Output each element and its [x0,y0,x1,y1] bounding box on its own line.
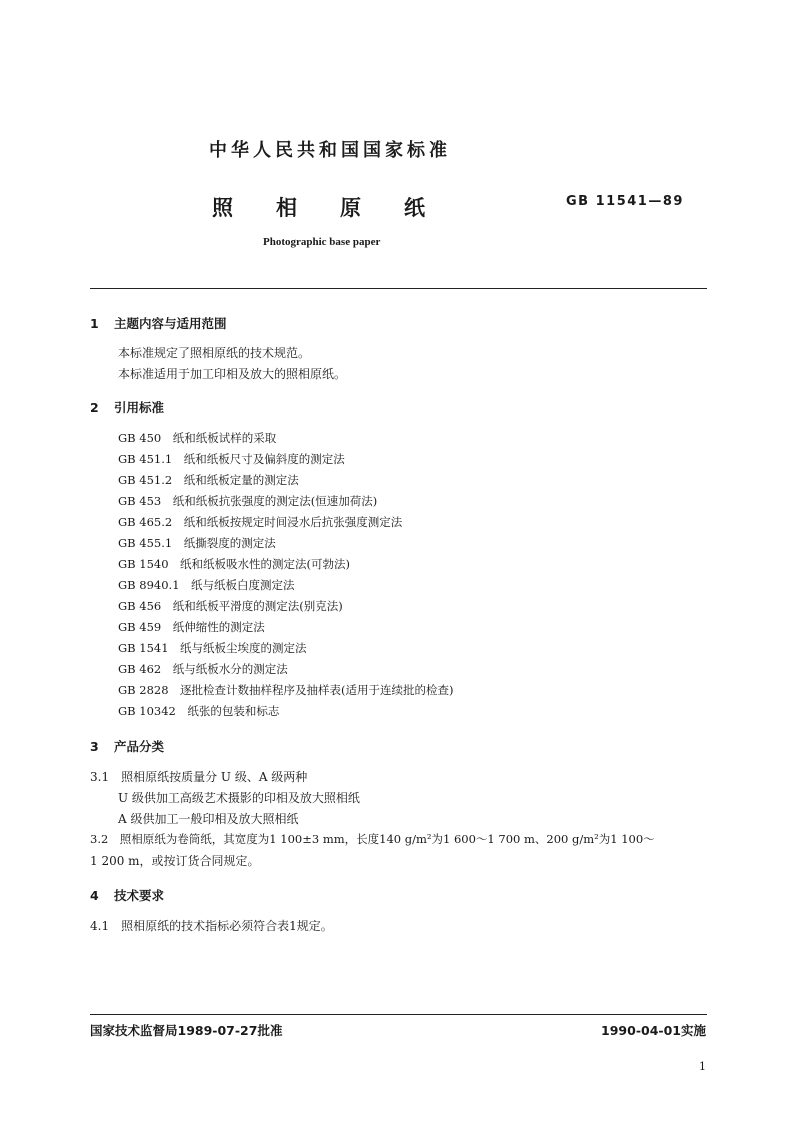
section-1-line-1: 本标准规定了照相原纸的技术规范。 [118,346,311,360]
reference-item: GB 451.1 纸和纸板尺寸及偏斜度的测定法 [118,452,345,466]
reference-item: GB 456 纸和纸板平滑度的测定法(别克法) [118,599,343,613]
approval-note: 国家技术监督局1989-07-27批准 [90,1023,283,1038]
reference-item: GB 451.2 纸和纸板定量的测定法 [118,473,299,487]
section-4-heading [90,886,164,904]
section-1-title: 主题内容与适用范围 [114,316,227,331]
reference-item: GB 450 纸和纸板试样的采取 [118,431,277,445]
page-number: 1 [699,1060,706,1073]
reference-item: GB 465.2 纸和纸板按规定时间浸水后抗张强度测定法 [118,515,403,529]
section-1-line-2: 本标准适用于加工印相及放大的照相原纸。 [118,367,347,381]
english-title: Photographic base paper [263,236,381,248]
section-1-number: 1 [90,316,99,331]
top-divider [90,288,707,289]
reference-item: GB 8940.1 纸与纸板白度测定法 [118,578,295,592]
section-2-number: 2 [90,400,99,415]
section-4-number: 4 [90,888,99,903]
section-2-title: 引用标准 [114,400,165,415]
clause-3-2-line-1: 3.2 照相原纸为卷筒纸，其宽度为1 100±3 mm，长度140 g/m²为1 600～1 700 m、200 g/m²为1 100～ [90,832,655,846]
clause-3-2-line-2: 1 200 m，或按订货合同规定。 [90,854,260,868]
effective-date: 1990-04-01实施 [601,1023,706,1038]
reference-item: GB 459 纸伸缩性的测定法 [118,620,265,634]
section-3-heading [90,737,164,755]
reference-item: GB 1540 纸和纸板吸水性的测定法(可勃法) [118,557,351,571]
clause-3-1-u-grade: U 级供加工高级艺术摄影的印相及放大照相纸 [118,791,360,805]
bottom-divider [90,1014,707,1015]
reference-item: GB 453 纸和纸板抗张强度的测定法(恒速加荷法) [118,494,378,508]
section-1-heading [90,314,227,332]
clause-3-1: 3.1 照相原纸按质量分 U 级、A 级两种 [90,770,308,784]
standard-code: GB 11541—89 [566,194,684,209]
reference-item: GB 462 纸与纸板水分的测定法 [118,662,288,676]
reference-item: GB 2828 逐批检查计数抽样程序及抽样表(适用于连续批的检查) [118,683,454,697]
section-2-heading [90,398,164,416]
section-3-title: 产品分类 [114,739,165,754]
reference-item: GB 455.1 纸撕裂度的测定法 [118,536,276,550]
reference-item: GB 1541 纸与纸板尘埃度的测定法 [118,641,307,655]
section-4-title: 技术要求 [114,888,165,903]
clause-3-1-a-grade: A 级供加工一般印相及放大照相纸 [118,812,299,826]
reference-item: GB 10342 纸张的包装和标志 [118,704,280,718]
national-standard-heading: 中华人民共和国国家标准 [209,140,451,161]
document-title: 照相原纸 [212,196,468,220]
clause-4-1: 4.1 照相原纸的技术指标必须符合表1规定。 [90,919,333,933]
section-3-number: 3 [90,739,99,754]
